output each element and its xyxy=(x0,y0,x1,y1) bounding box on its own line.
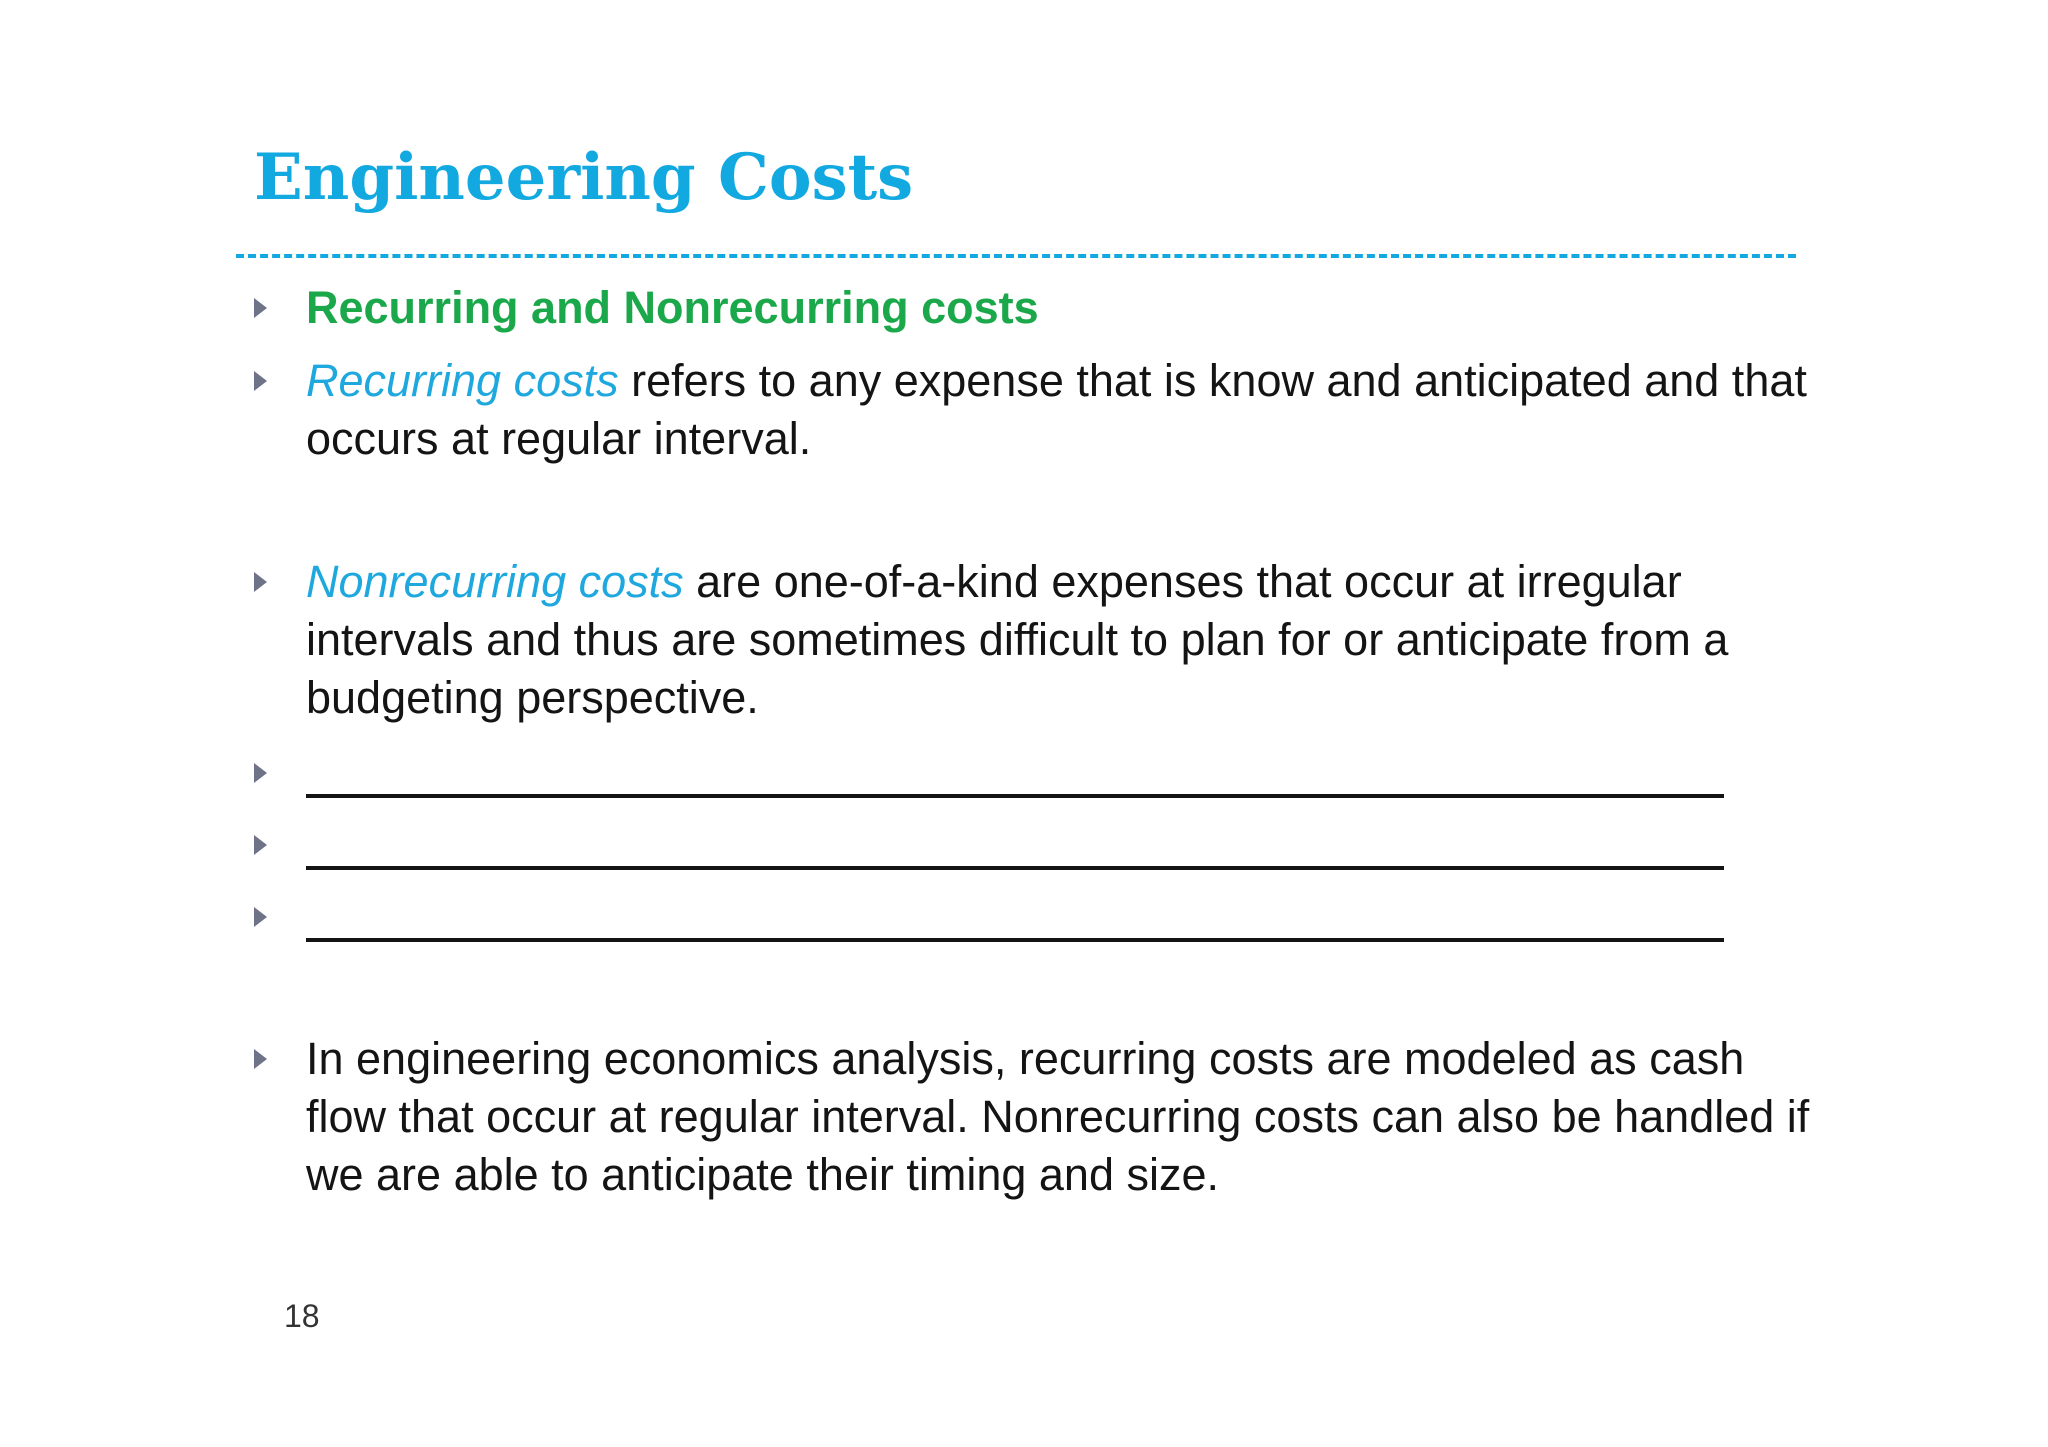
bullet-text xyxy=(306,553,1814,727)
fill-in-blank-line xyxy=(306,816,1724,870)
definition-nonrecurring-costs: are one-of-a-kind expenses that occur at irregular intervals and thus are sometimes difficult to plan for or anticipate from a budgeting perspective. xyxy=(306,556,1729,723)
fill-in-blank-line xyxy=(306,744,1724,798)
triangle-right-icon xyxy=(254,763,267,783)
bullet-nonrecurring-costs xyxy=(254,553,1814,727)
bullet-text xyxy=(306,352,1814,468)
triangle-right-icon xyxy=(254,1049,267,1069)
slide-title: Engineering Costs xyxy=(254,140,914,215)
fill-in-blank-line xyxy=(306,888,1724,942)
bullet-recurring-costs xyxy=(254,352,1814,468)
section-heading: Recurring and Nonrecurring costs xyxy=(306,282,1039,333)
triangle-right-icon xyxy=(254,572,267,592)
bullet-blank-1 xyxy=(254,744,1814,798)
bullet-text: In engineering economics analysis, recurring costs are modeled as cash flow that occur at regular interval. Nonrecurring costs can also be handled if we are able to anticipate their timing and size. xyxy=(306,1033,1810,1200)
bullet-blank-3 xyxy=(254,888,1814,942)
bullet-blank-2 xyxy=(254,816,1814,870)
triangle-right-icon xyxy=(254,371,267,391)
term-nonrecurring-costs: Nonrecurring costs xyxy=(306,556,684,607)
triangle-right-icon xyxy=(254,835,267,855)
bullet-heading xyxy=(254,279,1814,337)
triangle-right-icon xyxy=(254,298,267,318)
bullet-engineering-economics xyxy=(254,1030,1814,1204)
term-recurring-costs: Recurring costs xyxy=(306,355,619,406)
definition-recurring-costs: refers to any expense that is know and anticipated and that occurs at regular interval. xyxy=(306,355,1807,464)
triangle-right-icon xyxy=(254,907,267,927)
page-number: 18 xyxy=(284,1298,320,1334)
